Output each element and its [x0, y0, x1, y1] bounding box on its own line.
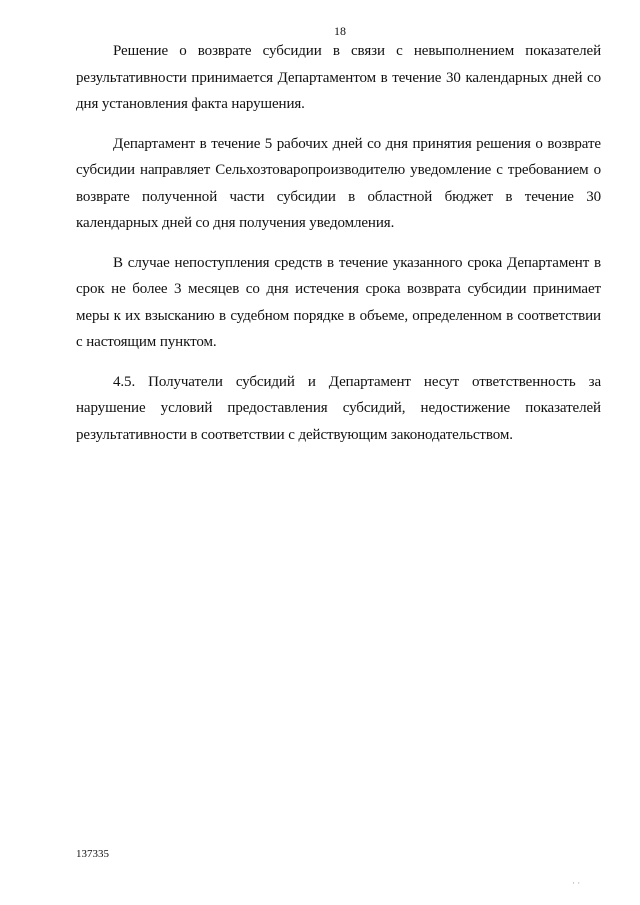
document-body — [76, 38, 601, 461]
paragraph: В случае непоступления средств в течение указанного срока Департамент в срок не более 3 месяцев со дня истечения срока возврата субсидии принимает меры к их взысканию в судебном порядке в объеме, определенном в соответствии с настоящим пунктом. — [76, 254, 601, 350]
paragraph: Департамент в течение 5 рабочих дней со дня принятия решения о возврате субсидии направляет Сельхозтоваропроизводителю уведомление с требованием о возврате полученной части субсидии в областной бюджет в течение 30 календарных дней со дня получения уведомления. — [76, 135, 601, 231]
paragraph: Решение о возврате субсидии в связи с невыполнением показателей результативности принимается Департаментом в течение 30 календарных дней со дня установления факта нарушения. — [76, 43, 601, 112]
document-code: 137335 — [76, 848, 109, 860]
scan-mark: · · — [572, 878, 581, 888]
page-number: 18 — [334, 24, 346, 38]
paragraph: 4.5. Получатели субсидий и Департамент несут ответственность за нарушение условий предоставления субсидий, недостижение показателей результативности в соответствии с действующим законодательством. — [76, 373, 601, 443]
